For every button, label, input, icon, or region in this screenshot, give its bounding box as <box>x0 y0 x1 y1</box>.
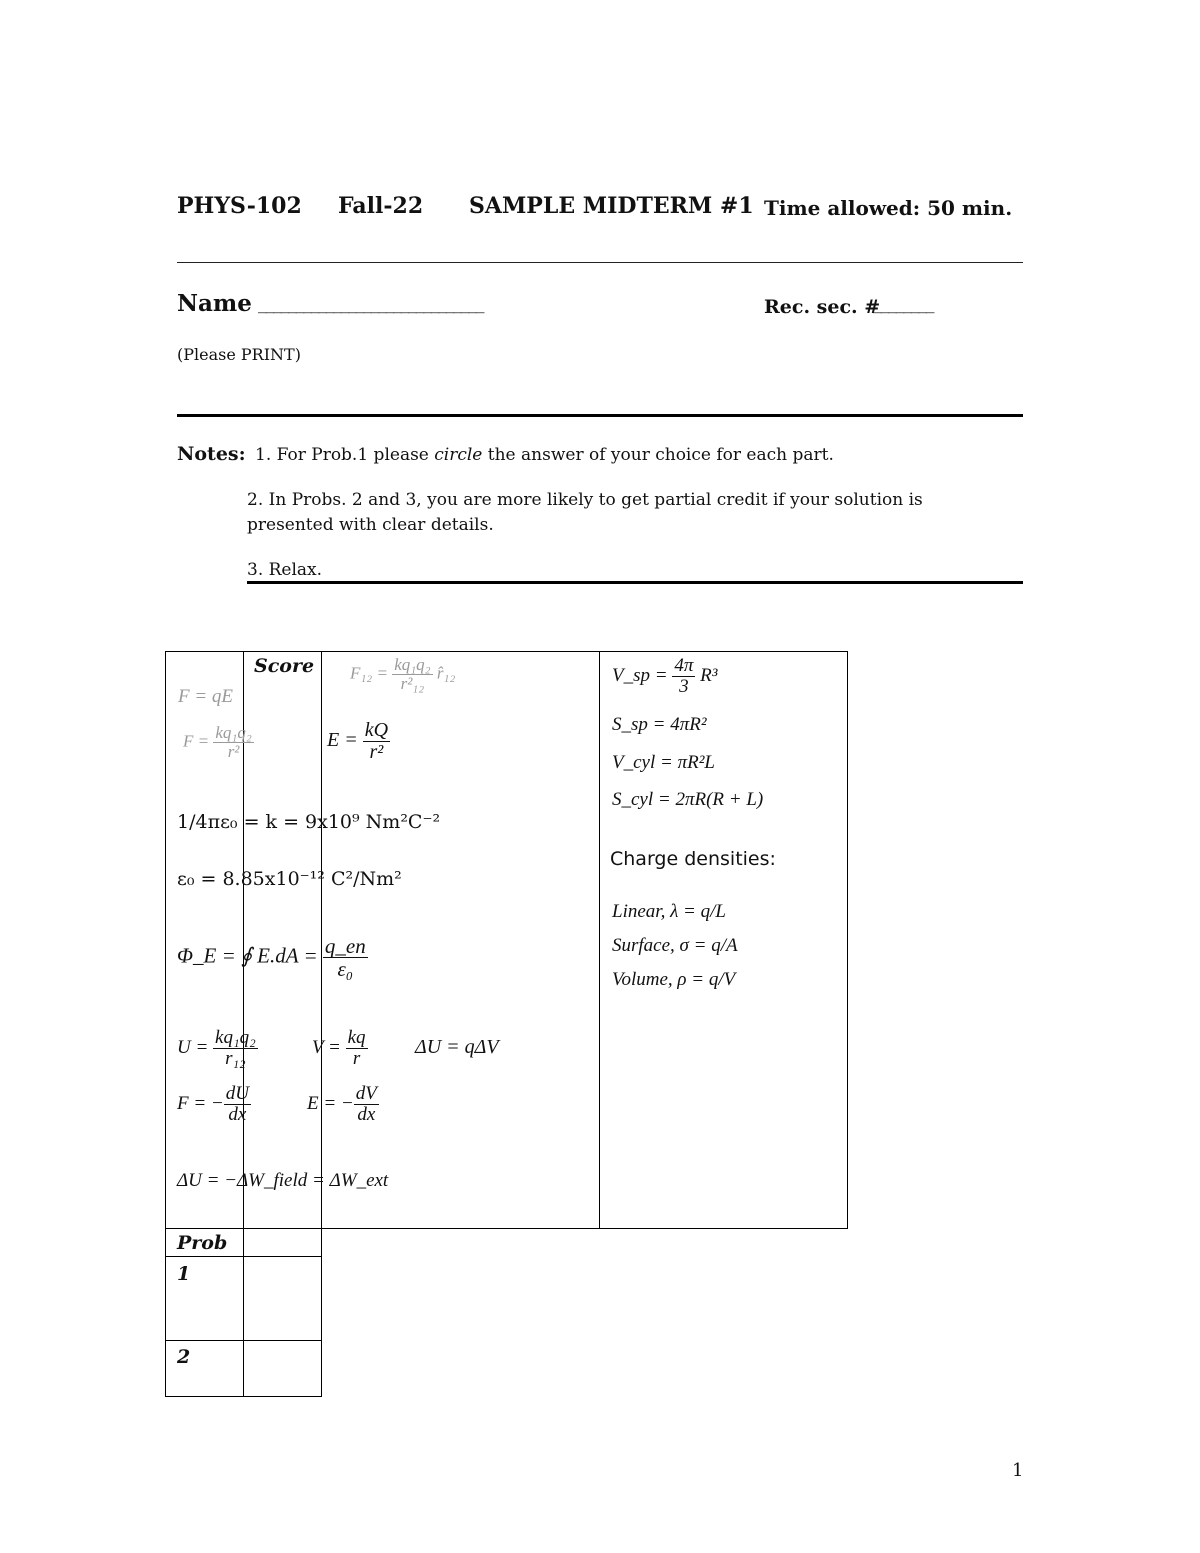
formula-efield-gradient: E = − $\frac{dV}{dx}$ <box>307 1083 377 1125</box>
exam-title: SAMPLE MIDTERM #1 <box>469 193 754 219</box>
formula-linear-density: Linear, λ = q/L <box>612 901 726 922</box>
table-left-border <box>165 651 166 1397</box>
note-3: 3. Relax. <box>247 560 323 580</box>
name-field[interactable]: ______________________________ <box>258 293 483 314</box>
charge-densities-title: Charge densities: <box>610 848 776 870</box>
formula-work: ΔU = −ΔW_field = ΔW_ext <box>177 1170 389 1191</box>
formula-surface-density: Surface, σ = q/A <box>612 935 738 956</box>
formula-volume-density: Volume, ρ = q/V <box>612 969 736 990</box>
formula-cylinder-surface: S_cyl = 2πR(R + L) <box>612 789 764 810</box>
formula-epsilon0: ε₀ = 8.85x10⁻¹² C²/Nm² <box>177 868 402 890</box>
course-code: PHYS-102 <box>177 193 302 219</box>
formula-potential-energy: U = $\frac{\text{kq₁q₂}}{\text{r₁₂}}$ <box>177 1027 256 1069</box>
table-top-border <box>165 651 848 652</box>
formula-gauss-law: Φ_E = ∮ E.dA = $\frac{q\_en}{\text{ε₀}}$ <box>177 934 366 982</box>
score-col-border <box>321 651 322 1397</box>
formula-sphere-surface: S_sp = 4πR² <box>612 714 707 735</box>
formula-coulomb: F = $\frac{\text{kq₁q₂}}{\text{r²}}$ <box>183 723 252 761</box>
formula-sphere-volume: V_sp = $\frac{4\pi}{3}$ R³ <box>612 655 718 697</box>
prob-row-2: 2 <box>177 1346 191 1368</box>
score-input-2[interactable] <box>245 1342 320 1395</box>
score-input-1[interactable] <box>245 1258 320 1339</box>
prob-header: Prob <box>177 1232 228 1254</box>
name-label: Name <box>177 290 252 317</box>
formula-col-border <box>599 651 600 1229</box>
prob-row-1: 1 <box>177 1263 191 1285</box>
formula-delta-u: ΔU = qΔV <box>415 1036 499 1058</box>
formula-e-field: E = $\frac{kQ}{\text{r²}}$ <box>327 719 389 763</box>
header-divider <box>177 262 1023 263</box>
table-mid-border <box>165 1228 848 1229</box>
formula-potential: V = $\frac{kq}{r}$ <box>312 1027 366 1069</box>
formula-vector-f12: F₁₂ = $\frac{\text{kq₁q₂}}{\text{r²₁₂}}$ r̂₁₂ <box>350 655 456 693</box>
term: Fall-22 <box>338 193 424 219</box>
table-right-border <box>847 651 848 1229</box>
notes-bottom-rule <box>247 581 1023 584</box>
prob-col-border <box>243 651 244 1397</box>
note-2-line-1: 2. In Probs. 2 and 3, you are more likely to get partial credit if your solution is <box>247 490 923 510</box>
score-header: Score <box>254 655 315 677</box>
formula-k-constant: 1/4πε₀ = k = 9x10⁹ Nm²C⁻² <box>177 811 441 833</box>
time-allowed: Time allowed: 50 min. <box>764 196 1013 220</box>
note-1: 1. For Prob.1 please circle the answer of your choice for each part. <box>255 445 834 465</box>
formula-cylinder-volume: V_cyl = πR²L <box>612 752 715 773</box>
rec-sec-field[interactable]: ________ <box>873 293 933 314</box>
notes-top-rule <box>177 414 1023 417</box>
note-2-line-2: presented with clear details. <box>247 515 494 535</box>
print-note: (Please PRINT) <box>177 345 301 364</box>
formula-force-gradient: F = − $\frac{dU}{dx}$ <box>177 1083 249 1125</box>
notes-label: Notes: <box>177 443 246 465</box>
rec-sec-label: Rec. sec. # <box>764 296 881 318</box>
exam-header <box>177 193 302 219</box>
page-number: 1 <box>1012 1460 1024 1481</box>
formula-f-qe: F = qE <box>178 686 234 707</box>
